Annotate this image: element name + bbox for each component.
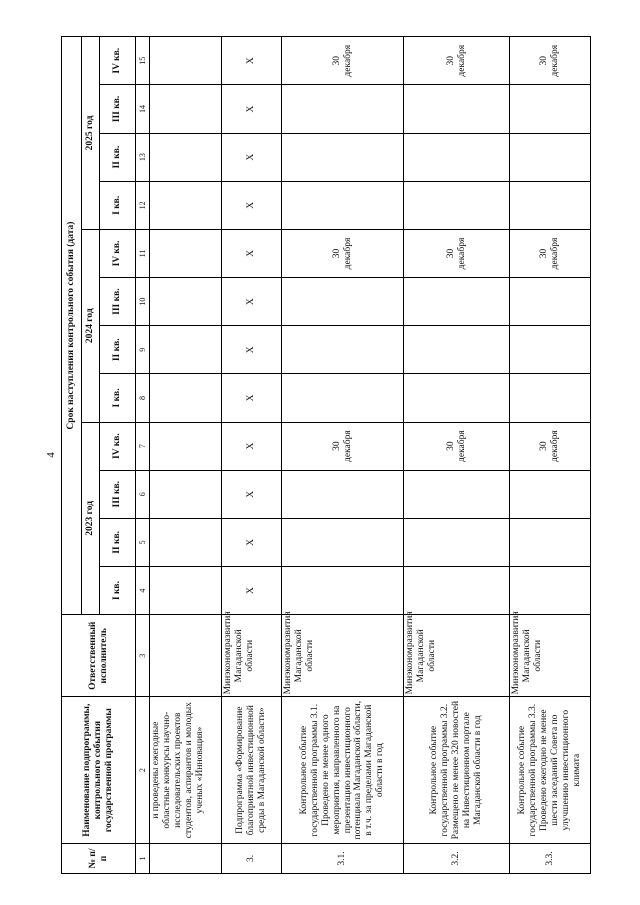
column-number: 5	[136, 518, 150, 566]
row-name: Подпрограмма «Формирование благоприятной инвестиционной среды в Магаданской области»	[222, 697, 282, 843]
empty-cell	[150, 85, 222, 133]
row-executor: Минэкономразвития Магаданской области	[222, 615, 282, 697]
empty-cell	[510, 567, 591, 615]
header-num: № п/п	[62, 843, 136, 873]
empty-cell	[282, 374, 404, 422]
x-mark: X	[222, 567, 282, 615]
header-quarter: IV кв.	[100, 37, 136, 85]
header-quarter: II кв.	[100, 133, 136, 181]
row-number: 3.3.	[510, 843, 591, 873]
empty-cell	[404, 518, 510, 566]
empty-cell	[510, 470, 591, 518]
empty-cell	[150, 326, 222, 374]
header-name: Наименование подпрограммы, контрольного события государственной программы	[62, 697, 136, 843]
column-number: 9	[136, 326, 150, 374]
empty-cell	[510, 85, 591, 133]
empty-cell	[404, 567, 510, 615]
empty-cell	[282, 567, 404, 615]
x-mark: X	[222, 518, 282, 566]
row-executor	[150, 615, 222, 697]
deadline-date: 30 декабря	[404, 37, 510, 85]
x-mark: X	[222, 229, 282, 277]
header-year-2024: 2024 год	[82, 229, 100, 422]
empty-cell	[150, 518, 222, 566]
header-year-2025: 2025 год	[82, 37, 100, 230]
empty-cell	[282, 133, 404, 181]
header-quarter: I кв.	[100, 567, 136, 615]
page-number: 4	[45, 452, 57, 458]
empty-cell	[404, 374, 510, 422]
row-number: 3.	[222, 843, 282, 873]
empty-cell	[150, 229, 222, 277]
column-number: 14	[136, 85, 150, 133]
row-name: и проведены ежегодные областные конкурсы научно-исследовательских проектов студентов, аспирантов и молодых ученых «Инновация»	[150, 697, 222, 843]
empty-cell	[510, 518, 591, 566]
row-number: 3.1.	[282, 843, 404, 873]
empty-cell	[282, 470, 404, 518]
empty-cell	[282, 518, 404, 566]
header-year-2023: 2023 год	[82, 422, 100, 615]
empty-cell	[150, 567, 222, 615]
deadline-date: 30 декабря	[510, 37, 591, 85]
x-mark: X	[222, 374, 282, 422]
x-mark: X	[222, 133, 282, 181]
row-name: Контрольное событие государственной программы 3.3. Проведено ежегодно не менее шести заседаний Совета по улучшению инвестиционного климата	[510, 697, 591, 843]
empty-cell	[150, 181, 222, 229]
header-executor: Ответственный исполнитель	[62, 615, 136, 697]
empty-cell	[282, 181, 404, 229]
column-number: 10	[136, 278, 150, 326]
deadline-date: 30 декабря	[510, 422, 591, 470]
column-number: 2	[136, 697, 150, 843]
column-number: 15	[136, 37, 150, 85]
table-row	[150, 37, 222, 874]
header-quarter: IV кв.	[100, 229, 136, 277]
empty-cell	[404, 133, 510, 181]
row-number: 3.2.	[404, 843, 510, 873]
empty-cell	[404, 326, 510, 374]
row-executor: Минэкономразвития Магаданской области	[510, 615, 591, 697]
column-number: 1	[136, 843, 150, 873]
empty-cell	[282, 326, 404, 374]
empty-cell	[150, 278, 222, 326]
header-quarter: I кв.	[100, 374, 136, 422]
x-mark: X	[222, 470, 282, 518]
header-quarter: II кв.	[100, 326, 136, 374]
header-deadline: Срок наступления контрольного события (дата)	[62, 37, 82, 615]
empty-cell	[404, 470, 510, 518]
empty-cell	[150, 133, 222, 181]
empty-cell	[404, 85, 510, 133]
empty-cell	[150, 422, 222, 470]
x-mark: X	[222, 278, 282, 326]
empty-cell	[404, 278, 510, 326]
header-quarter: II кв.	[100, 518, 136, 566]
column-number: 11	[136, 229, 150, 277]
table-row	[510, 37, 591, 874]
empty-cell	[150, 374, 222, 422]
column-number: 3	[136, 615, 150, 697]
x-mark: X	[222, 85, 282, 133]
column-number: 4	[136, 567, 150, 615]
row-executor: Минэкономразвития Магаданской области	[404, 615, 510, 697]
header-quarter: III кв.	[100, 85, 136, 133]
empty-cell	[282, 85, 404, 133]
column-number: 8	[136, 374, 150, 422]
column-number: 12	[136, 181, 150, 229]
row-number	[150, 843, 222, 873]
column-number: 6	[136, 470, 150, 518]
deadline-date: 30 декабря	[282, 229, 404, 277]
table-body	[150, 37, 591, 874]
control-events-table	[61, 36, 591, 874]
empty-cell	[510, 278, 591, 326]
table-row	[222, 37, 282, 874]
empty-cell	[510, 374, 591, 422]
row-name: Контрольное событие государственной программы 3.1. Проведено не менее одного мероприятия, направленного на презентацию инвестиционного потенциала Магаданской области, в т.ч. за пределами Магаданской области в год	[282, 697, 404, 843]
empty-cell	[150, 37, 222, 85]
x-mark: X	[222, 326, 282, 374]
deadline-date: 30 декабря	[404, 422, 510, 470]
empty-cell	[150, 470, 222, 518]
column-number: 7	[136, 422, 150, 470]
table-row	[404, 37, 510, 874]
x-mark: X	[222, 422, 282, 470]
header-quarter: IV кв.	[100, 422, 136, 470]
empty-cell	[510, 326, 591, 374]
row-name: Контрольное событие государственной программы 3.2. Размещено не менее 320 новостей на Инвестиционном портале Магаданской области в год	[404, 697, 510, 843]
column-number: 13	[136, 133, 150, 181]
deadline-date: 30 декабря	[282, 37, 404, 85]
table-row	[282, 37, 404, 874]
header-quarter: III кв.	[100, 278, 136, 326]
row-executor: Минэкономразвития Магаданской области	[282, 615, 404, 697]
deadline-date: 30 декабря	[510, 229, 591, 277]
empty-cell	[282, 278, 404, 326]
x-mark: X	[222, 37, 282, 85]
empty-cell	[510, 133, 591, 181]
x-mark: X	[222, 181, 282, 229]
header-quarter: I кв.	[100, 181, 136, 229]
header-quarter: III кв.	[100, 470, 136, 518]
rotated-page	[61, 36, 582, 874]
deadline-date: 30 декабря	[404, 229, 510, 277]
deadline-date: 30 декабря	[282, 422, 404, 470]
empty-cell	[510, 181, 591, 229]
empty-cell	[404, 181, 510, 229]
